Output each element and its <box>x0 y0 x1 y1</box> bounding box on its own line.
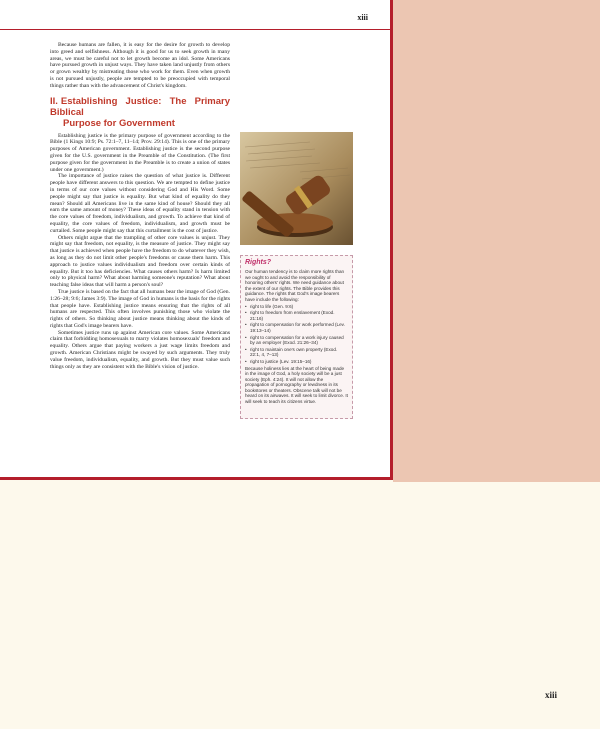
sidebar-outro: Because holiness lies at the heart of being made in the image of God, a holy society will be a just society (Eph. 4:24). It will not allow the propagation of pornography or lewdness in its bookstores or theaters. Obscene talk will not be heard on its airwaves. It will seek to limit divorce. It will seek to teach its citizens virtue. <box>245 365 348 405</box>
body-paragraph: Others might argue that the trampling of other core values is unjust. They might say that freedom, not equality, is the measure of justice. They might say that justice is achieved when people have the freedom to do whatever they wish, as long as they do not limit other people's freedoms or cause them harm. This approach to justice values individualism and freedom over certain kinds of equality. But it too has deficiencies. What causes others harm? Is harm limited only to physical harm? What about harming someone's reputation? What about teaching false ideas that will harm a person's soul? <box>50 234 230 289</box>
main-column <box>50 42 230 370</box>
sidebar-title: Rights? <box>245 259 272 266</box>
section-title-line1: Establishing Justice: The Primary Biblical <box>50 95 230 118</box>
book-page <box>0 0 393 480</box>
page-number-bottom: xiii <box>545 690 558 700</box>
rights-list <box>245 304 348 365</box>
section-title-line2: Purpose for Government <box>63 117 175 129</box>
page-number-top: xiii <box>357 13 368 22</box>
sidebar-intro: Our human tendency is to claim more rights than we ought to and avoid the responsibility of honoring others' rights. We need guidance about the extent of our rights. The Bible provides this guidance. The rights that God's image bearers have include the following: <box>245 269 345 302</box>
body-paragraph: The importance of justice raises the question of what justice is. Different people have different answers to this question. We are tempted to define justice in terms of our core values without considering God and His Word. Some people might say that justice is equality. But what kind of equality do they mean? Should all Americans live in the same kind of house? Should they all earn the same amount of money? These ideas of equality stand in tension with the core values of freedom, individualism, and growth. To achieve that kind of equality, the core values of freedom, individualism, and growth must be curtailed. Some people might say that this curtailment is the cost of justice. <box>50 173 230 234</box>
body-paragraph: Sometimes justice runs up against American core values. Some Americans claim that forbidding homosexuals to marry violates homosexuals' freedom and equality. Others argue that paying workers a just wage limits freedom and growth. American Christians might be swayed by such arguments. They truly value freedom, individualism, equality, and growth. But they must value such things only as they are consistent with the Bible's vision of justice. <box>50 329 230 370</box>
list-item: • right to justice (Lev. 19:15–16) <box>245 359 348 365</box>
section-heading <box>50 96 230 129</box>
section-number: II. <box>50 95 58 107</box>
header-rule <box>0 29 390 30</box>
gavel-photo <box>240 132 353 245</box>
body-paragraph: True justice is based on the fact that all humans bear the image of God (Gen. 1:26–28; 9:6; James 3:9). The image of God in humans is the basis for the rights that people have. Establishing justice means ensuring that the rights of all humans are respected. This often involves punishing those who violate the rights of others. So thinking about justice means thinking about the kinds of rights that God's image bearers have. <box>50 288 230 329</box>
list-item: • right to compensation for work performed (Lev. 19:13–14) <box>245 322 348 333</box>
list-item: • right to compensation for a work injury caused by an employer (Exod. 21:26–34) <box>245 335 348 346</box>
list-item: • right to life (Gen. 9:6) <box>245 304 348 310</box>
list-item: • right to freedom from enslavement (Exod. 21:16) <box>245 310 348 321</box>
right-panel-background <box>393 0 600 482</box>
body-paragraph: Establishing justice is the primary purpose of government according to the Bible (1 Kings 10:9; Ps. 72:1–7, 11–14; Prov. 29:14). This is one of the primary purposes of American government. Establishing justice is the second purpose given for the U.S. government in the Preamble of the Constitution. (The first purpose given for the government in the Preamble is to create a union of states under one government.) <box>50 132 230 173</box>
intro-paragraph: Because humans are fallen, it is easy for the desire for growth to develop into greed and selfishness. Although it is good for us to seek growth in many areas, we must be careful not to let growth become an idol. Some Americans have pursued growth in unjust ways. They have taken land unjustly from others or grown wealthy by mistreating those who work for them. Even when growth is not pursued unjustly, people are tempted to be preoccupied with temporal things rather than with the advancement of Christ's kingdom. <box>50 42 230 89</box>
list-item: • right to maintain one's own property (Exod. 22:1, 4, 7–13) <box>245 347 348 358</box>
rights-sidebar <box>240 255 353 419</box>
